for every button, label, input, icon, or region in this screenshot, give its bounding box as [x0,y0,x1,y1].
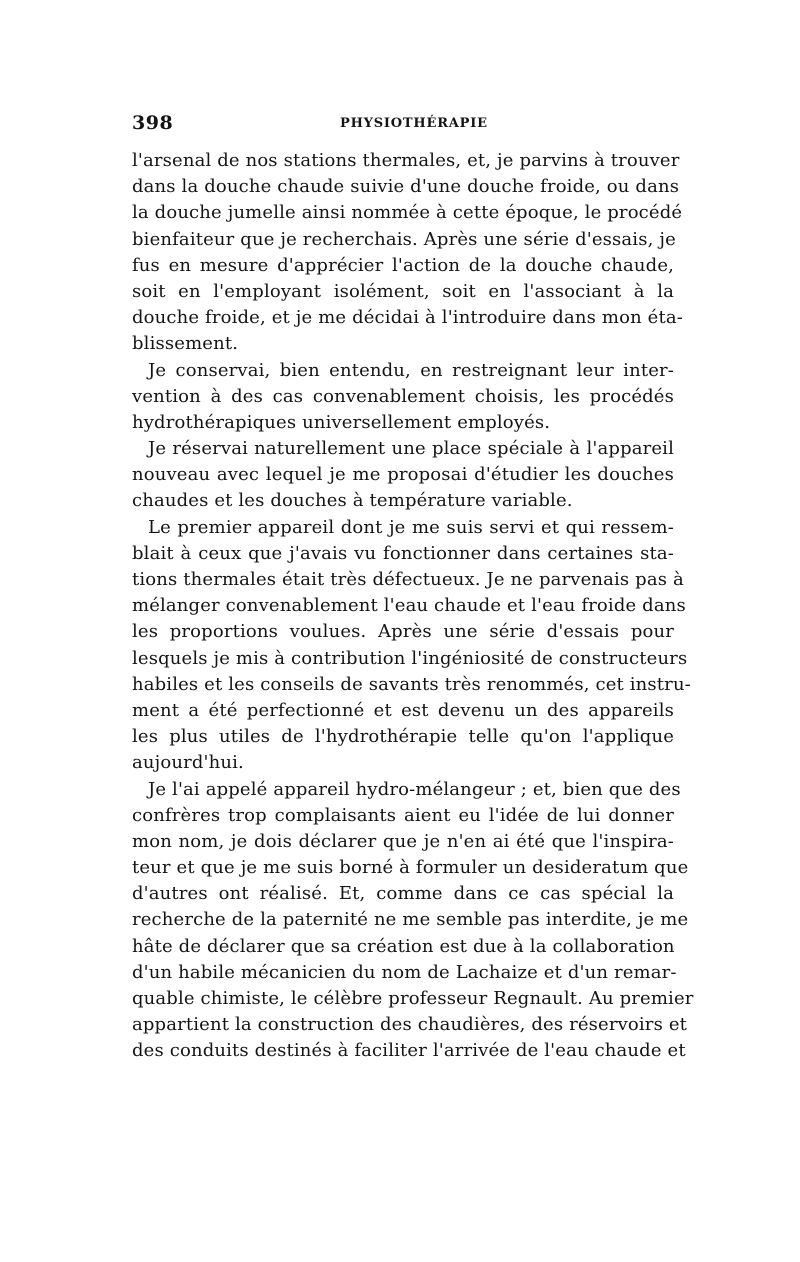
paragraph [132,777,694,1065]
paragraph [132,148,683,358]
text-line: d'un habile mécanicien du nom de Lachaize et d'un remar- [132,961,677,983]
running-head: PHYSIOTHÉRAPIE [340,116,488,131]
page-header [132,112,674,142]
text-line: vention à des cas convenablement choisis, les procédés [132,385,674,407]
text-line: Le premier appareil dont je me suis servi et qui ressem- [148,516,674,538]
text-line: l'arsenal de nos stations thermales, et, je parvins à trouver [132,150,680,171]
text-line: les plus utiles de l'hydrothérapie telle qu'on l'applique [132,726,674,748]
text-line: douche froide, et je me décidai à l'introduire dans mon éta- [132,307,683,329]
text-line: tions thermales était très défectueux. Je ne parvenais pas à [132,569,684,590]
text-line: dans la douche chaude suivie d'une douche froide, ou dans [132,176,680,198]
text-line: teur et que je me suis borné à formuler un desideratum que [132,857,689,879]
text-line: les proportions voulues. Après une série d'essais pour [132,621,674,643]
text-line: hâte de déclarer que sa création est due à la collaboration [132,935,675,957]
text-line: aujourd'hui. [132,752,244,774]
text-line: lesquels je mis à contribution l'ingéniosité de constructeurs [132,647,688,669]
text-line: Je réservai naturellement une place spéciale à l'appareil [148,438,674,460]
text-line: blait à ceux que j'avais vu fonctionner dans certaines sta- [132,542,674,564]
text-line: habiles et les conseils de savants très renommés, cet instru- [132,673,691,695]
text-line: fus en mesure d'apprécier l'action de la douche chaude, [132,254,674,276]
body-text [132,148,694,1065]
text-line: mélanger convenablement l'eau chaude et l'eau froide dans [132,595,686,617]
text-line: confrères trop complaisants aient eu l'idée de lui donner [132,804,674,826]
text-line: nouveau avec lequel je me proposai d'étudier les douches [132,464,674,486]
text-line: bienfaiteur que je recherchais. Après une série d'essais, je [132,228,676,250]
text-line: quable chimiste, le célèbre professeur Regnault. Au premier [132,988,694,1009]
text-line: Je l'ai appelé appareil hydro-mélangeur ; et, bien que des [148,778,681,800]
text-line: appartient la construction des chaudières, des réservoirs et [132,1014,688,1036]
paragraph [132,436,674,515]
text-line: soit en l'employant isolément, soit en l'associant à la [132,280,674,302]
text-line: des conduits destinés à faciliter l'arrivée de l'eau chaude et [132,1040,686,1062]
text-line: hydrothérapiques universellement employés. [132,411,551,433]
text-line: mon nom, je dois déclarer que je n'en ai été que l'inspira- [132,830,674,852]
text-line: la douche jumelle ainsi nommée à cette époque, le procédé [132,202,683,224]
text-line: d'autres ont réalisé. Et, comme dans ce cas spécial la [132,883,674,905]
page-number: 398 [132,112,174,134]
paragraph [132,515,691,777]
text-line: Je conservai, bien entendu, en restreignant leur inter- [148,359,674,381]
text-line: blissement. [132,333,239,355]
text-line: recherche de la paternité ne me semble pas interdite, je me [132,909,689,931]
text-line: ment a été perfectionné et est devenu un des appareils [132,699,674,721]
text-line: chaudes et les douches à température variable. [132,490,573,512]
paragraph [132,358,674,437]
